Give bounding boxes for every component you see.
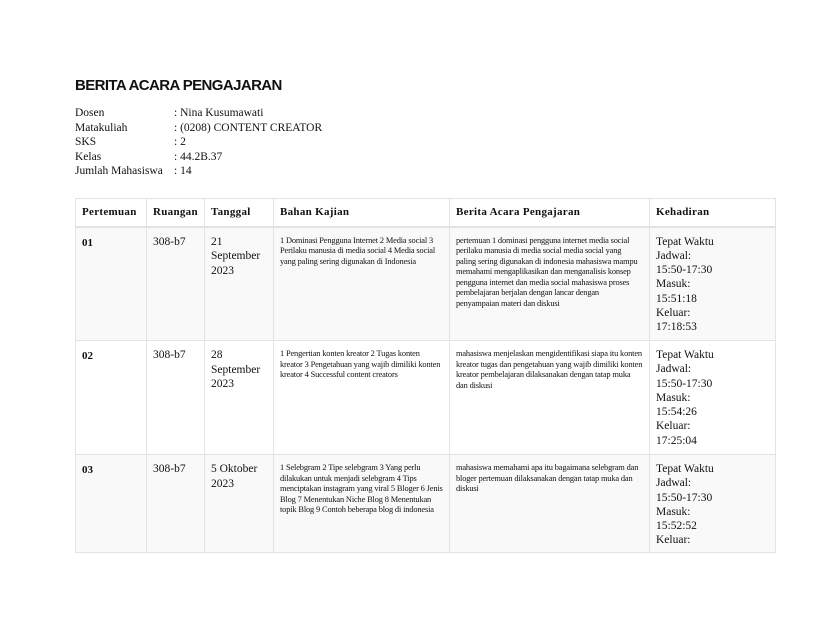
check-in-label: Masuk: <box>656 391 691 404</box>
meta-value: : 44.2B.37 <box>174 150 223 163</box>
cell-bahan-kajian: 1 Selebgram 2 Tipe selebgram 3 Yang perlu dilakukan untuk menjadi selebgram 4 Tips menciptakan instagram yang viral 5 Bloger 6 Jenis Blog 7 Menentukan Niche Blog 8 Menentukan topik Blog 9 Contoh beberapa blog di indonesia <box>274 455 450 553</box>
header-ruangan: Ruangan <box>147 199 205 227</box>
meta-row-kelas <box>75 150 322 165</box>
teaching-record-table <box>75 198 776 553</box>
meta-label: Dosen <box>75 107 105 119</box>
schedule-time: 15:50-17:30 <box>656 491 713 504</box>
cell-bahan-kajian: 1 Dominasi Pengguna Internet 2 Media social 3 Perilaku manusia di media social 4 Media social yang paling sering digunakan di Indonesia <box>274 227 450 341</box>
schedule-label: Jadwal: <box>656 249 692 262</box>
course-info <box>75 106 322 179</box>
meta-row-dosen <box>75 106 322 121</box>
meta-label: Jumlah Mahasiswa <box>75 165 163 178</box>
cell-ruangan: 308-b7 <box>147 341 205 455</box>
check-out-time: 17:25:04 <box>656 434 697 447</box>
cell-berita-acara: mahasiswa menjelaskan mengidentifikasi siapa itu konten kreator tugas dan pengetahuan yang wajib dimiliki konten kreator pembelajaran dilaksanakan dengan tatap muka dan diskusi <box>450 341 650 455</box>
check-out-label: Keluar: <box>656 534 691 547</box>
meta-row-jumlah-mahasiswa <box>75 164 322 179</box>
document-title: BERITA ACARA PENGAJARAN <box>75 77 282 94</box>
meta-value: : 2 <box>174 136 186 149</box>
cell-kehadiran <box>650 455 776 553</box>
meta-label: SKS <box>75 136 97 149</box>
table-row <box>76 341 776 455</box>
attendance-status: Tepat Waktu <box>656 349 714 361</box>
check-out-time: 17:18:53 <box>656 321 697 334</box>
meta-value: : (0208) CONTENT CREATOR <box>174 121 323 134</box>
meta-value: : Nina Kusumawati <box>174 107 264 119</box>
cell-kehadiran <box>650 341 776 455</box>
schedule-time: 15:50-17:30 <box>656 264 713 277</box>
check-in-time: 15:52:52 <box>656 520 697 533</box>
table-row <box>76 227 776 341</box>
schedule-time: 15:50-17:30 <box>656 377 713 390</box>
cell-berita-acara: pertemuan 1 dominasi pengguna internet media social perilaku manusia di media social media social yang paling sering digunakan di indonesia mahasiswa mampu memahami mengaplikasikan dan menganalisis konsep pengguna internet dan media social mahasiswa proses pembelajaran berjalan dengan lancar dengan penyampaian materi dan diskusi <box>450 227 650 341</box>
table-header-row <box>76 199 776 227</box>
cell-berita-acara: mahasiswa memahami apa itu bagaimana selebgram dan bloger pertemuan dilaksanakan dengan tatap muka dan diskusi <box>450 455 650 553</box>
cell-tanggal: 5 Oktober 2023 <box>205 455 274 553</box>
cell-pertemuan: 01 <box>76 227 147 341</box>
schedule-label: Jadwal: <box>656 477 692 490</box>
schedule-label: Jadwal: <box>656 363 692 376</box>
check-out-label: Keluar: <box>656 420 691 433</box>
meta-label: Matakuliah <box>75 121 128 134</box>
header-bahan-kajian: Bahan Kajian <box>274 199 450 227</box>
table-row <box>76 455 776 553</box>
meta-label: Kelas <box>75 150 102 163</box>
cell-ruangan: 308-b7 <box>147 227 205 341</box>
meta-row-matakuliah <box>75 121 322 136</box>
check-out-label: Keluar: <box>656 306 691 319</box>
cell-tanggal: 21 September 2023 <box>205 227 274 341</box>
attendance-status: Tepat Waktu <box>656 235 714 248</box>
check-in-label: Masuk: <box>656 505 691 518</box>
meta-row-sks <box>75 135 322 150</box>
check-in-time: 15:54:26 <box>656 406 697 419</box>
cell-tanggal: 28 September 2023 <box>205 341 274 455</box>
check-in-label: Masuk: <box>656 278 691 291</box>
cell-pertemuan: 02 <box>76 341 147 455</box>
cell-ruangan: 308-b7 <box>147 455 205 553</box>
cell-pertemuan: 03 <box>76 455 147 553</box>
cell-kehadiran <box>650 227 776 341</box>
header-tanggal: Tanggal <box>205 199 274 227</box>
cell-bahan-kajian: 1 Pengertian konten kreator 2 Tugas konten kreator 3 Pengetahuan yang wajib dimiliki konten kreator 4 Successful content creators <box>274 341 450 455</box>
header-pertemuan: Pertemuan <box>76 199 147 227</box>
header-berita-acara: Berita Acara Pengajaran <box>450 199 650 227</box>
header-kehadiran: Kehadiran <box>650 199 776 227</box>
check-in-time: 15:51:18 <box>656 292 697 305</box>
meta-value: : 14 <box>174 165 192 178</box>
attendance-status: Tepat Waktu <box>656 463 714 475</box>
